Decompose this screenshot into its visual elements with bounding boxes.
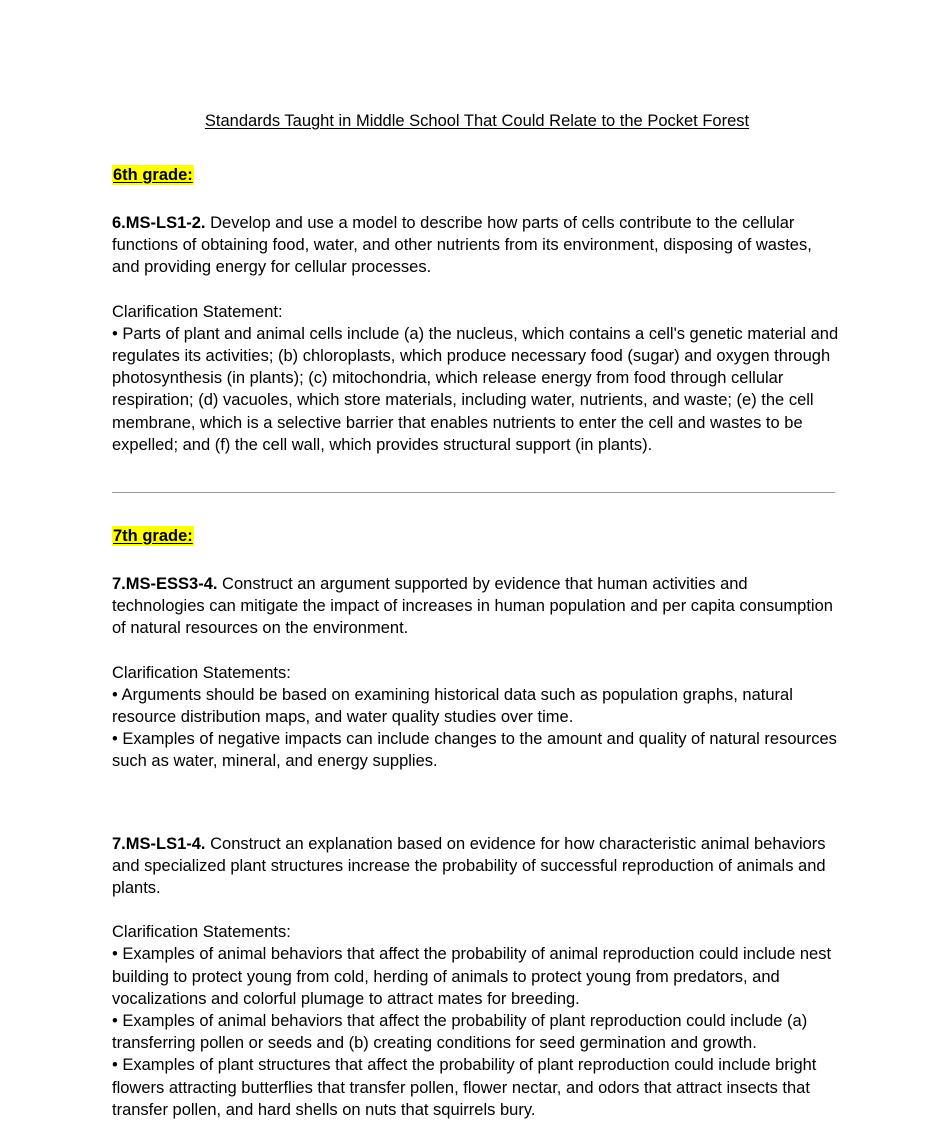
section-heading-6th-grade-label: 6th grade: (113, 166, 193, 184)
clarification-label: Clarification Statements: (112, 923, 291, 942)
page-title (112, 0, 842, 132)
standard-code: 7.MS-ESS3-4. (112, 575, 218, 594)
standard-text: Construct an explanation based on evidence for how characteristic animal behaviors and specialized plant structures increase the probability of successful reproduction of animals and plants. (112, 834, 826, 898)
section-heading-7th-grade (112, 493, 842, 547)
clarification-item: • Examples of animal behaviors that affect the probability of animal reproduction could include nest building to protect young from cold, herding of animals to protect young from predators, and vocalizations and colorful plumage to attract mates for breeding. (112, 945, 832, 1008)
paragraph-spacer (112, 773, 842, 807)
clarification-label: Clarification Statement: (112, 302, 283, 321)
clarification-block-7-ms-ls1-4 (112, 899, 842, 1121)
standard-text: Construct an argument supported by evidence that human activities and technologies can mitigate the impact of increases in human population and per capita consumption of natural resources on the environment. (112, 575, 833, 638)
clarification-item: • Arguments should be based on examining historical data such as population graphs, natural resource distribution maps, and water quality studies over time. (112, 685, 793, 727)
page-title-text: Standards Taught in Middle School That Could Relate to the Pocket Forest (204, 112, 750, 130)
section-heading-6th-grade (112, 132, 842, 186)
clarification-item: • Parts of plant and animal cells include (a) the nucleus, which contains a cell's genetic material and regulates its activities; (b) chloroplasts, which produce necessary food (sugar) and oxygen through photosynthesis (in plants); (c) mitochondria, which release energy from food through cellular respiration; (d) vacuoles, which store materials, including water, nutrients, and waste; (e) the cell membrane, which is a selective barrier that enables nutrients to enter the cell and wastes to be expelled; and (f) the cell wall, which provides structural support (in plants). (112, 324, 839, 454)
clarification-item: • Examples of animal behaviors that affect the probability of plant reproduction could include (a) transferring pollen or seeds and (b) creating conditions for seed germination and growth. (112, 1012, 808, 1053)
clarification-item: • Examples of negative impacts can include changes to the amount and quality of natural resources such as water, mineral, and energy supplies. (112, 730, 837, 771)
section-divider (112, 456, 842, 493)
standard-7-ms-ls1-4 (112, 807, 842, 900)
clarification-block-6-ms-ls1-2 (112, 279, 842, 456)
section-heading-7th-grade-label: 7th grade: (113, 527, 193, 546)
clarification-item: • Examples of plant structures that affect the probability of plant reproduction could include bright flowers attracting butterflies that transfer pollen, flower nectar, and odors that attract insects that transfer pollen, and hard shells on nuts that squirrels bury. (112, 1056, 817, 1119)
standard-code: 6.MS-LS1-2. (112, 214, 206, 232)
clarification-block-7-ms-ess3-4 (112, 640, 842, 773)
standard-text: Develop and use a model to describe how parts of cells contribute to the cellular functions of obtaining food, water, and other nutrients from its environment, disposing of wastes, and providing energy for cellular processes. (112, 214, 812, 277)
standard-code: 7.MS-LS1-4. (112, 834, 206, 853)
standard-7-ms-ess3-4 (112, 547, 842, 640)
document-body (112, 0, 842, 1121)
clarification-label: Clarification Statements: (112, 663, 291, 682)
standard-6-ms-ls1-2 (112, 186, 842, 279)
